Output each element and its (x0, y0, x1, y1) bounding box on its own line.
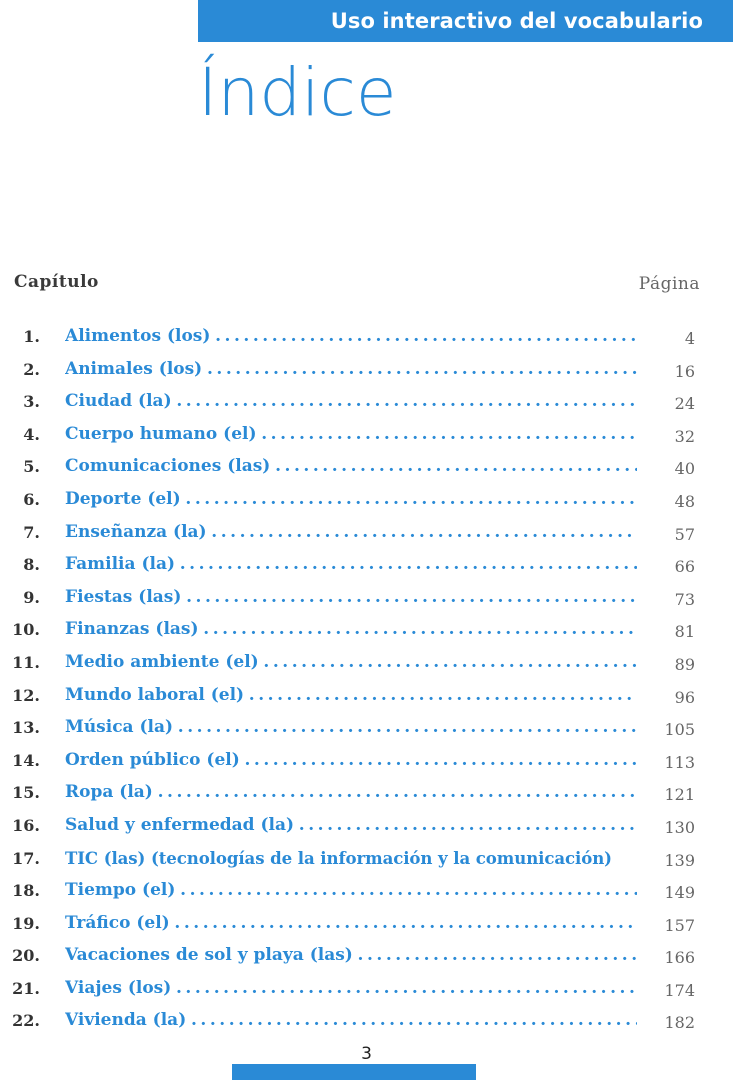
chapter-page-number: 182 (664, 1013, 695, 1033)
chapter-page-number: 32 (674, 426, 695, 446)
chapter-title-link[interactable]: Vivienda (la) . . . (65, 1010, 637, 1032)
chapter-title-link[interactable]: Tráfico (el) . . . (65, 913, 637, 935)
toc-row[interactable] (0, 810, 733, 843)
chapter-title-link[interactable]: Medio ambiente (el) . . . (65, 652, 637, 674)
chapter-number: 18. (12, 881, 40, 901)
chapter-number: 13. (12, 718, 40, 738)
chapter-title-link[interactable]: Animales (los) . . . (65, 359, 637, 381)
chapter-page-number: 121 (664, 785, 695, 805)
chapter-title-link[interactable]: Deporte (el) . . . (65, 489, 637, 511)
toc-row[interactable] (0, 386, 733, 419)
toc-row[interactable] (0, 647, 733, 680)
toc-row[interactable] (0, 843, 733, 876)
chapter-title-link[interactable]: Fiestas (las) . . . (65, 587, 637, 609)
chapter-page-number: 40 (674, 459, 695, 479)
chapter-page-number: 149 (664, 883, 695, 903)
chapter-number: 3. (23, 392, 40, 412)
toc-row[interactable] (0, 484, 733, 517)
chapter-page-number: 89 (674, 654, 695, 674)
chapter-number: 5. (23, 457, 40, 477)
chapter-page-number: 174 (664, 980, 695, 1000)
chapter-number: 7. (23, 522, 40, 542)
toc-row[interactable] (0, 1005, 733, 1038)
toc-row[interactable] (0, 875, 733, 908)
toc-row[interactable] (0, 712, 733, 745)
toc-row[interactable] (0, 354, 733, 387)
chapter-title-link[interactable]: TIC (las) (tecnologías de la información y la comunicación) (65, 847, 612, 868)
chapter-number: 9. (23, 587, 40, 607)
chapter-page-number: 24 (674, 394, 695, 414)
page-title: Índice (198, 54, 397, 131)
toc-row[interactable] (0, 908, 733, 941)
chapter-number: 14. (12, 750, 40, 770)
chapter-title-link[interactable]: Finanzas (las) . . . (65, 619, 637, 641)
toc-row[interactable] (0, 582, 733, 615)
chapter-number: 15. (12, 783, 40, 803)
toc-row[interactable] (0, 451, 733, 484)
chapter-number: 21. (12, 978, 40, 998)
table-of-contents (0, 321, 733, 1038)
chapter-title-link[interactable]: Orden público (el) . . . (65, 750, 637, 772)
toc-row[interactable] (0, 745, 733, 778)
chapter-title-link[interactable]: Mundo laboral (el) . . . (65, 685, 637, 707)
chapter-page-number: 157 (664, 915, 695, 935)
toc-row[interactable] (0, 321, 733, 354)
chapter-title-link[interactable]: Vacaciones de sol y playa (las) . . . (65, 945, 637, 967)
chapter-number: 2. (23, 359, 40, 379)
page-number: 3 (361, 1044, 372, 1064)
chapter-title-link[interactable]: Música (la) . . . (65, 717, 637, 739)
toc-row[interactable] (0, 549, 733, 582)
column-header-chapter: Capítulo (14, 272, 99, 292)
chapter-number: 8. (23, 555, 40, 575)
toc-row[interactable] (0, 973, 733, 1006)
toc-row[interactable] (0, 614, 733, 647)
toc-row[interactable] (0, 517, 733, 550)
chapter-title-link[interactable]: Viajes (los) . . . (65, 978, 637, 1000)
chapter-number: 6. (23, 489, 40, 509)
chapter-page-number: 16 (674, 361, 695, 381)
chapter-title-link[interactable]: Cuerpo humano (el) . . . (65, 424, 637, 446)
chapter-title-link[interactable]: Alimentos (los) . . . (65, 326, 637, 348)
chapter-page-number: 73 (674, 589, 695, 609)
chapter-number: 12. (12, 685, 40, 705)
chapter-number: 4. (23, 424, 40, 444)
chapter-title-link[interactable]: Ropa (la) . . . (65, 782, 637, 804)
chapter-page-number: 48 (674, 491, 695, 511)
chapter-number: 17. (12, 848, 40, 868)
chapter-title-link[interactable]: Enseñanza (la) . . . (65, 522, 637, 544)
chapter-number: 19. (12, 913, 40, 933)
chapter-page-number: 66 (674, 557, 695, 577)
chapter-number: 11. (12, 652, 40, 672)
chapter-number: 22. (12, 1011, 40, 1031)
chapter-title-link[interactable]: Ciudad (la) . . . (65, 391, 637, 413)
footer-bar (232, 1064, 476, 1080)
chapter-page-number: 113 (664, 752, 695, 772)
toc-row[interactable] (0, 419, 733, 452)
chapter-number: 20. (12, 946, 40, 966)
chapter-title-link[interactable]: Familia (la) . . . (65, 554, 637, 576)
toc-row[interactable] (0, 940, 733, 973)
chapter-number: 10. (12, 620, 40, 640)
banner-title: Uso interactivo del vocabulario (330, 9, 703, 33)
chapter-page-number: 130 (664, 817, 695, 837)
chapter-page-number: 81 (674, 622, 695, 642)
chapter-page-number: 57 (674, 524, 695, 544)
chapter-title-link[interactable]: Tiempo (el) . . . (65, 880, 637, 902)
chapter-page-number: 139 (664, 850, 695, 870)
chapter-page-number: 166 (664, 948, 695, 968)
column-header-page: Página (638, 274, 700, 294)
chapter-page-number: 4 (684, 329, 695, 348)
chapter-title-link[interactable]: Comunicaciones (las) . . . (65, 456, 637, 478)
chapter-page-number: 96 (674, 687, 695, 707)
toc-row[interactable] (0, 777, 733, 810)
toc-row[interactable] (0, 680, 733, 713)
header-banner (198, 0, 733, 42)
chapter-page-number: 105 (664, 720, 695, 740)
chapter-number: 16. (12, 815, 40, 835)
chapter-number: 1. (23, 327, 40, 346)
chapter-title-link[interactable]: Salud y enfermedad (la) . . . (65, 815, 637, 837)
